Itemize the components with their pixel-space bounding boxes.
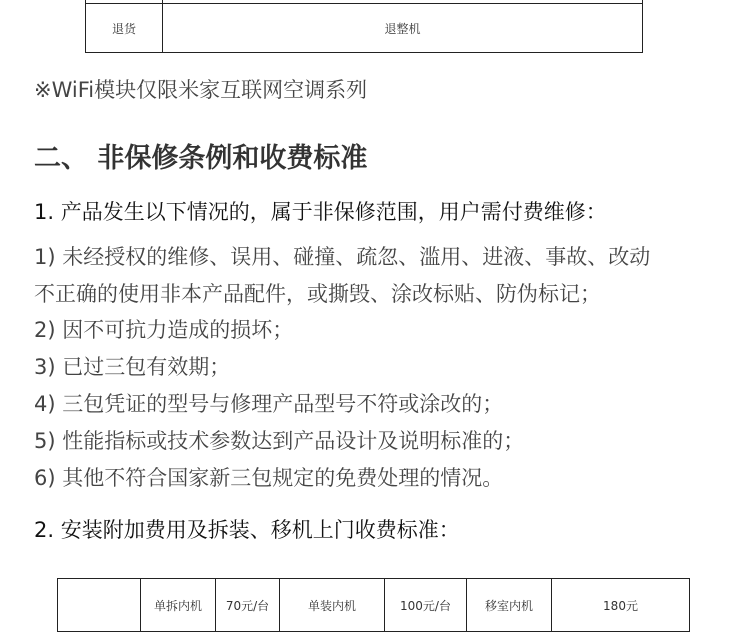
section-title: 二、 非保修条例和收费标准 bbox=[34, 143, 368, 174]
fee-table bbox=[57, 578, 690, 632]
table-cell: 移室内机 bbox=[467, 579, 552, 632]
table-cell-value: 退整机 bbox=[163, 4, 643, 53]
table-cell: 100元/台 bbox=[385, 579, 467, 632]
list-item: 6) 其他不符合国家新三包规定的免费处理的情况。 bbox=[34, 466, 504, 490]
point2-title: 2. 安装附加费用及拆装、移机上门收费标准： bbox=[34, 518, 460, 542]
list-item: 1) 未经授权的维修、误用、碰撞、疏忽、滥用、进液、事故、改动 bbox=[34, 245, 651, 269]
list-item: 5) 性能指标或技术参数达到产品设计及说明标准的； bbox=[34, 429, 525, 453]
table-cell-label: 退货 bbox=[86, 4, 163, 53]
table-cell: 180元 bbox=[552, 579, 690, 632]
wifi-note: ※WiFi模块仅限米家互联网空调系列 bbox=[34, 78, 368, 102]
return-policy-table bbox=[85, 0, 643, 53]
list-item: 3) 已过三包有效期； bbox=[34, 355, 231, 379]
list-item: 不正确的使用非本产品配件，或撕毁、涂改标贴、防伪标记； bbox=[34, 282, 601, 306]
table-cell: 单装内机 bbox=[280, 579, 385, 632]
table-row bbox=[86, 4, 643, 53]
table-cell bbox=[58, 579, 141, 632]
table-row bbox=[58, 579, 690, 632]
table-cell: 单拆内机 bbox=[141, 579, 216, 632]
table-cell: 70元/台 bbox=[216, 579, 280, 632]
list-item: 4) 三包凭证的型号与修理产品型号不符或涂改的； bbox=[34, 392, 504, 416]
list-item: 2) 因不可抗力造成的损坏； bbox=[34, 318, 294, 342]
point1-title: 1. 产品发生以下情况的，属于非保修范围，用户需付费维修： bbox=[34, 200, 607, 224]
